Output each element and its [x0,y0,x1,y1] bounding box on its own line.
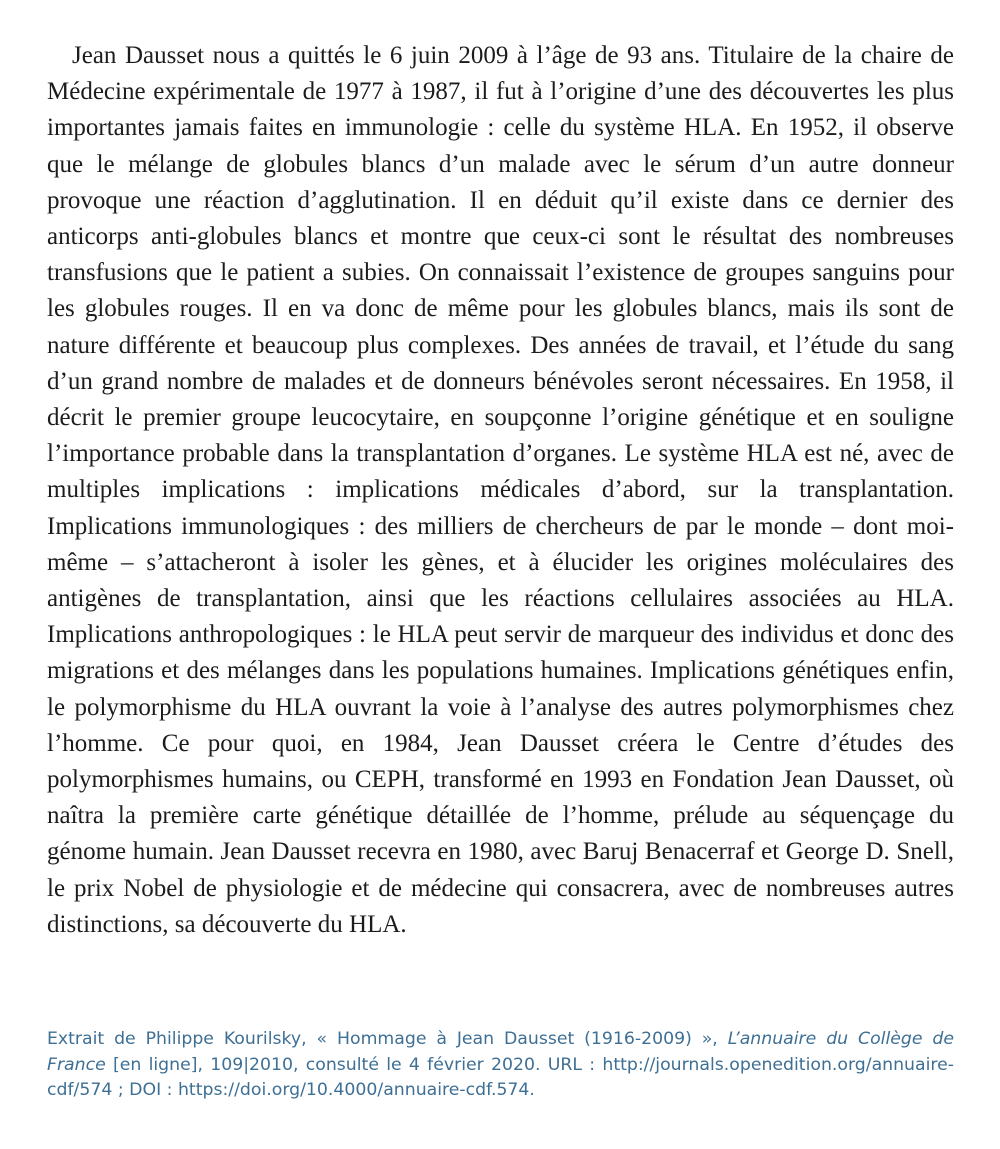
source-suffix: [en ligne], 109|2010, consulté le 4 février 2020. URL : http://journals.openedition.org/annuaire-cdf/574 ; DOI : https://doi.org/10.4000/annuaire-cdf.574. [47,1054,954,1100]
article-paragraph: Jean Dausset nous a quittés le 6 juin 2009 à l’âge de 93 ans. Titulaire de la chaire de Médecine expérimentale de 1977 à 1987, il fut à l’origine d’une des découvertes les plus importantes jamais faites en immunologie : celle du système HLA. En 1952, il observe que le mélange de globules blancs d’un malade avec le sérum d’un autre donneur provoque une réaction d’agglutination. Il en déduit qu’il existe dans ce dernier des anticorps anti-globules blancs et montre que ceux-ci sont le résultat des nombreuses transfusions que le patient a subies. On connaissait l’existence de groupes sanguins pour les globules rouges. Il en va donc de même pour les globules blancs, mais ils sont de nature différente et beaucoup plus complexes. Des années de travail, et l’étude du sang d’un grand nombre de malades et de donneurs bénévoles seront nécessaires. En 1958, il décrit le premier groupe leucocytaire, en soupçonne l’origine génétique et en souligne l’importance probable dans la transplantation d’organes. Le système HLA est né, avec de multiples implications : implications médicales d’abord, sur la transplantation. Implications immunologiques : des milliers de chercheurs de par le monde – dont moi-même – s’attacheront à isoler les gènes, et à élucider les origines moléculaires des antigènes de transplantation, ainsi que les réactions cellulaires associées au HLA. Implications anthropologiques : le HLA peut servir de marqueur des individus et donc des migrations et des mélanges dans les populations humaines. Implications génétiques enfin, le polymorphisme du HLA ouvrant la voie à l’analyse des autres polymorphismes chez l’homme. Ce pour quoi, en 1984, Jean Dausset créera le Centre d’études des polymorphismes humains, ou CEPH, transformé en 1993 en Fondation Jean Dausset, où naîtra la première carte génétique détaillée de l’homme, prélude au séquençage du génome humain. Jean Dausset recevra en 1980, avec Baruj Benacerraf et George D. Snell, le prix Nobel de physiologie et de médecine qui consacrera, avec de nombreuses autres distinctions, sa découverte du HLA. [47,42,954,938]
source-citation [47,1027,954,1104]
article-body [47,38,954,943]
source-prefix: Extrait de Philippe Kourilsky, « Hommage à Jean Dausset (1916-2009) », [47,1029,728,1049]
source-journal-title: L’annuaire du Collège de France [47,1029,954,1075]
